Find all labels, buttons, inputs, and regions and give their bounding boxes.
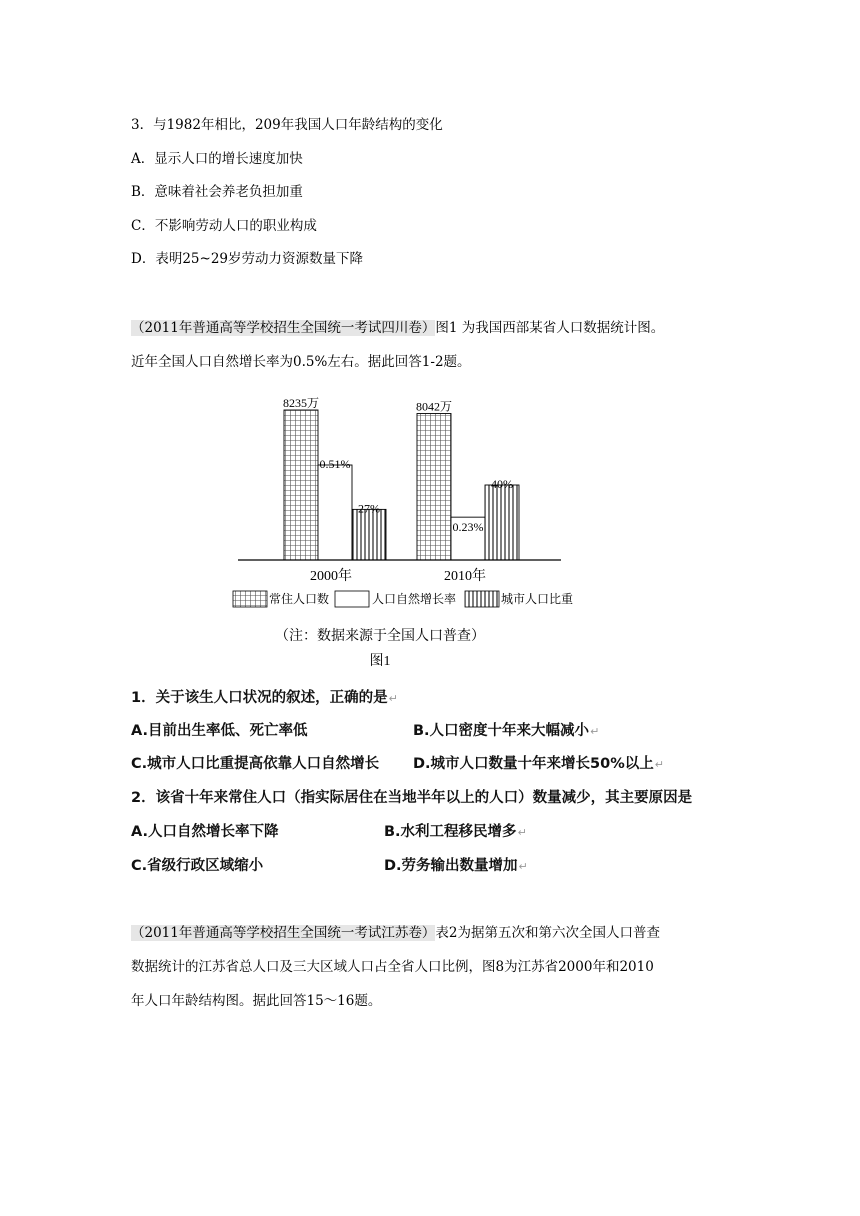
x-tick-label-2010: 2010年	[444, 569, 486, 584]
question-1-option-c: C.城市人口比重提高依靠人口自然增长	[131, 756, 380, 772]
question-2-option-c: C.省级行政区域缩小	[131, 858, 264, 874]
sichuan-source-tag: （2011年普通高等学校招生全国统一考试四川卷）	[131, 320, 436, 336]
legend-label-resident-population: 常住人口数	[269, 592, 330, 606]
bar-resident-population-0	[284, 410, 318, 560]
legend-label-urban-ratio: 城市人口比重	[501, 592, 574, 606]
paragraph-mark: ↵	[518, 860, 528, 873]
legend-label-natural-growth-rate: 人口自然增长率	[372, 592, 457, 606]
paragraph-mark: ↵	[654, 758, 664, 771]
data-label-urban-ratio-1: 40%	[491, 477, 513, 491]
paragraph-mark: ↵	[388, 692, 398, 705]
legend-swatch-resident-population	[233, 591, 267, 607]
question-1-option-d	[413, 752, 664, 773]
sichuan-intro-line-2: 近年全国人口自然增长率为0.5%左右。据此回答1-2题。	[131, 354, 471, 370]
population-chart	[220, 395, 580, 675]
question-2-option-b-text: B.水利工程移民增多	[384, 824, 517, 840]
sichuan-intro-line-1	[131, 316, 664, 336]
question-3-option-b: B．意味着社会养老负担加重	[131, 184, 303, 200]
x-tick-label-2000: 2000年	[310, 569, 352, 584]
data-label-resident-population-0: 8235万	[282, 396, 320, 410]
data-label-urban-ratio-0: 27%	[358, 501, 380, 516]
jiangsu-intro-line-2: 数据统计的江苏省总人口及三大区域人口占全省人口比例，图8为江苏省2000年和2010	[131, 959, 654, 975]
question-3-option-a: A．显示人口的增长速度加快	[131, 151, 303, 167]
question-2-option-d-text: D.劳务输出数量增加	[384, 858, 518, 874]
jiangsu-source-tag: （2011年普通高等学校招生全国统一考试江苏卷）	[131, 925, 436, 941]
question-1-option-b-text: B.人口密度十年来大幅减小	[413, 723, 590, 739]
data-label-natural-growth-rate-1: 0.23%	[452, 520, 484, 535]
legend-swatch-natural-growth-rate	[335, 591, 369, 607]
question-1-stem	[131, 686, 398, 707]
data-label-resident-population-1: 8042万	[415, 399, 453, 414]
question-1-stem-text: 1．关于该生人口状况的叙述，正确的是	[131, 690, 388, 706]
question-3-option-d: D．表明25~29岁劳动力资源数量下降	[131, 251, 363, 267]
bar-urban-ratio-1	[485, 485, 519, 560]
data-label-natural-growth-rate-0: 0.51%	[319, 457, 351, 471]
question-2-option-d	[384, 854, 528, 875]
question-1-option-d-text: D.城市人口数量十年来增长50%以上	[413, 756, 654, 772]
bar-urban-ratio-0	[352, 509, 386, 560]
jiangsu-intro-text-1: 表2为据第五次和第六次全国人口普查	[435, 925, 660, 941]
paragraph-mark: ↵	[517, 826, 527, 839]
jiangsu-intro-line-3: 年人口年龄结构图。据此回答15～16题。	[131, 993, 382, 1009]
sichuan-intro-text-1: 图1 为我国西部某省人口数据统计图。	[435, 320, 665, 336]
question-2-option-a: A.人口自然增长率下降	[131, 824, 279, 840]
question-3-stem: 3．与1982年相比，209年我国人口年龄结构的变化	[131, 117, 443, 133]
legend-swatch-urban-ratio	[465, 591, 499, 607]
question-2-stem: 2．该省十年来常住人口（指实际居住在当地半年以上的人口）数量减少，其主要原因是	[131, 790, 693, 806]
paragraph-mark: ↵	[590, 725, 600, 738]
question-2-option-b	[384, 820, 527, 841]
bar-resident-population-1	[417, 414, 451, 560]
question-1-option-b	[413, 719, 599, 740]
question-3-option-c: C．不影响劳动人口的职业构成	[131, 218, 317, 234]
chart-caption: 图1	[369, 654, 391, 669]
jiangsu-intro-line-1	[131, 921, 660, 941]
chart-note: （注：数据来源于全国人口普查）	[275, 629, 485, 644]
bar-natural-growth-rate-0	[318, 465, 352, 560]
question-1-option-a: A.目前出生率低、死亡率低	[131, 723, 308, 739]
